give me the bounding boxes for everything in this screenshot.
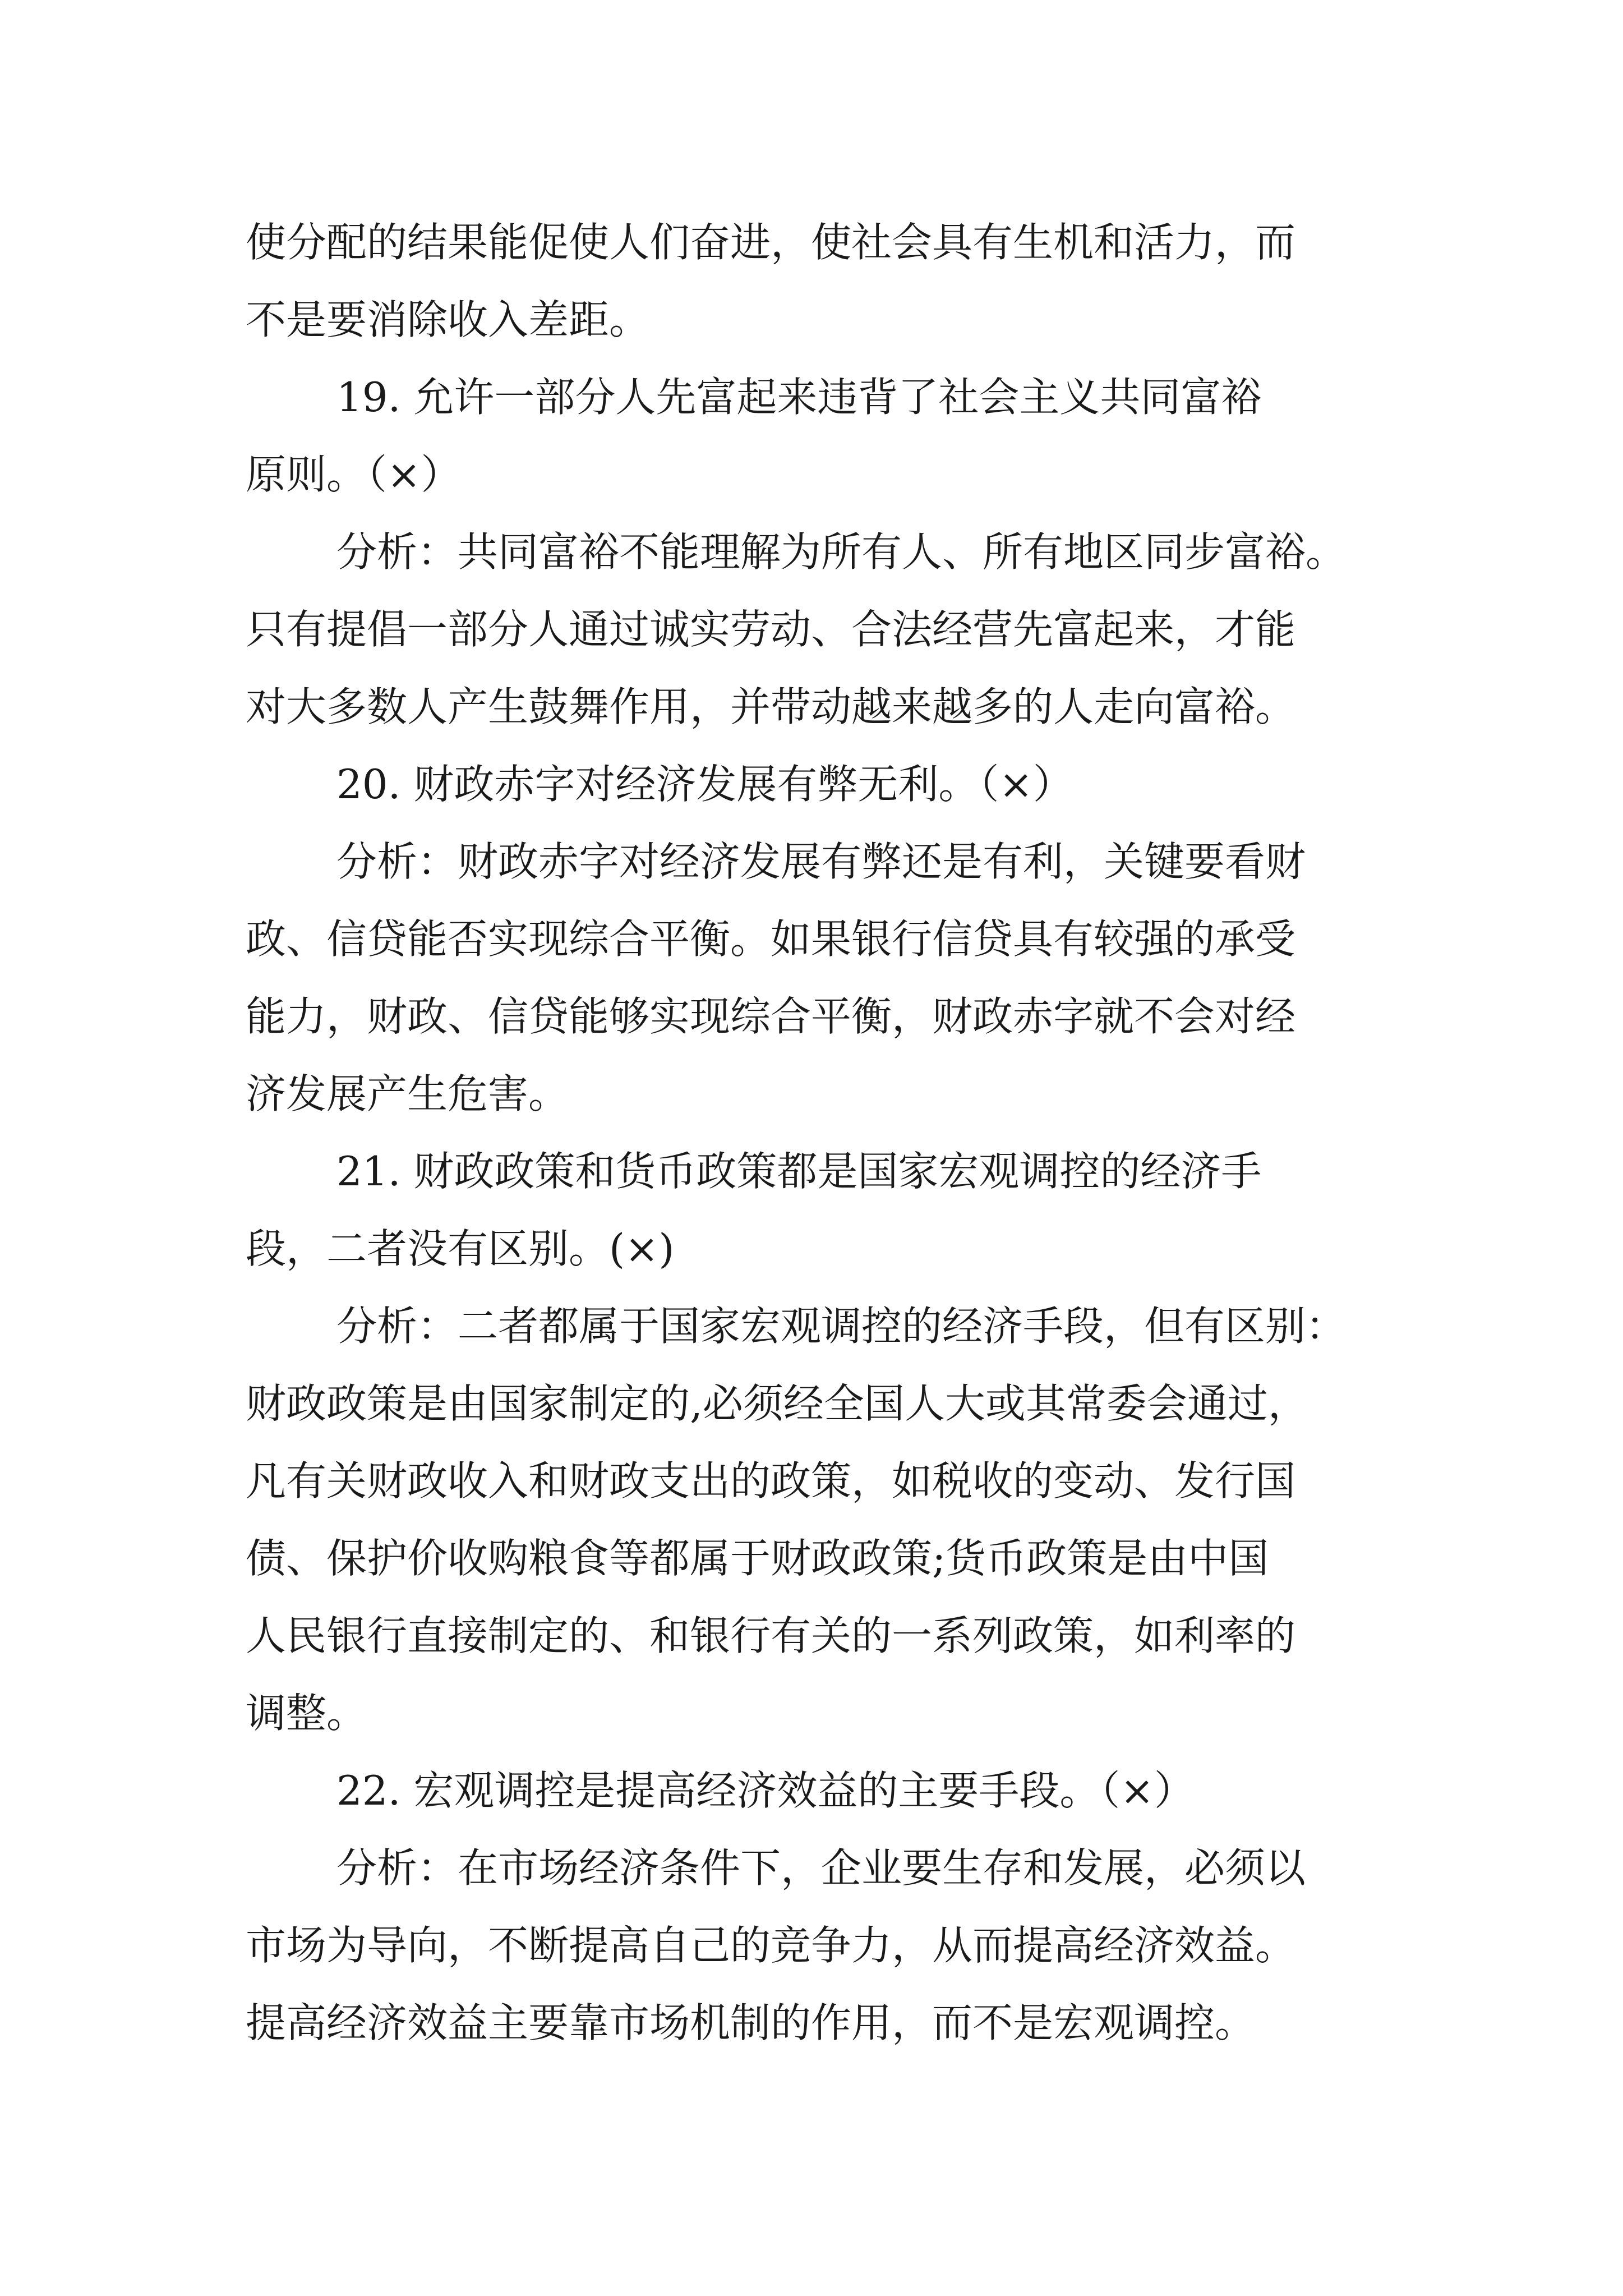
analysis-21: 分析：二者都属于国家宏观调控的经济手段，但有区别：: [336, 1303, 1347, 1350]
text-line: 调整。: [246, 1690, 367, 1737]
question-22: 22. 宏观调控是提高经济效益的主要手段。（×）: [336, 1767, 1195, 1814]
text-line: 使分配的结果能促使人们奋进，使社会具有生机和活力，而: [246, 219, 1296, 266]
text-line: 不是要消除收入差距。: [246, 296, 650, 343]
analysis-20: 分析：财政赤字对经济发展有弊还是有利，关键要看财: [336, 838, 1306, 885]
question-21: 21. 财政政策和货币政策都是国家宏观调控的经济手: [336, 1148, 1262, 1195]
text-line: 济发展产生危害。: [246, 1070, 569, 1117]
text-line: 市场为导向，不断提高自己的竞争力，从而提高经济效益。: [246, 1922, 1296, 1969]
text-line: 债、保护价收购粮食等都属于财政政策;货币政策是由中国: [246, 1535, 1269, 1582]
text-line: 对大多数人产生鼓舞作用，并带动越来越多的人走向富裕。: [246, 683, 1296, 730]
question-20: 20. 财政赤字对经济发展有弊无利。（×）: [336, 761, 1073, 808]
text-line: 提高经济效益主要靠市场机制的作用，而不是宏观调控。: [246, 1999, 1256, 2046]
text-line: 财政政策是由国家制定的,必须经全国人大或其常委会通过，: [246, 1380, 1308, 1427]
analysis-19: 分析：共同富裕不能理解为所有人、所有地区同步富裕。: [336, 528, 1347, 576]
text-line: 段，二者没有区别。(×): [246, 1225, 675, 1272]
question-19: 19. 允许一部分人先富起来违背了社会主义共同富裕: [336, 374, 1262, 421]
text-line: 政、信贷能否实现综合平衡。如果银行信贷具有较强的承受: [246, 915, 1296, 963]
text-line: 只有提倡一部分人通过诚实劳动、合法经营先富起来，才能: [246, 606, 1296, 653]
text-line: 凡有关财政收入和财政支出的政策，如税收的变动、发行国: [246, 1457, 1296, 1504]
text-line: 原则。（×）: [246, 451, 462, 498]
text-line: 能力，财政、信贷能够实现综合平衡，财政赤字就不会对经: [246, 993, 1296, 1040]
analysis-22: 分析：在市场经济条件下，企业要生存和发展，必须以: [336, 1844, 1306, 1892]
text-line: 人民银行直接制定的、和银行有关的一系列政策，如利率的: [246, 1612, 1296, 1659]
